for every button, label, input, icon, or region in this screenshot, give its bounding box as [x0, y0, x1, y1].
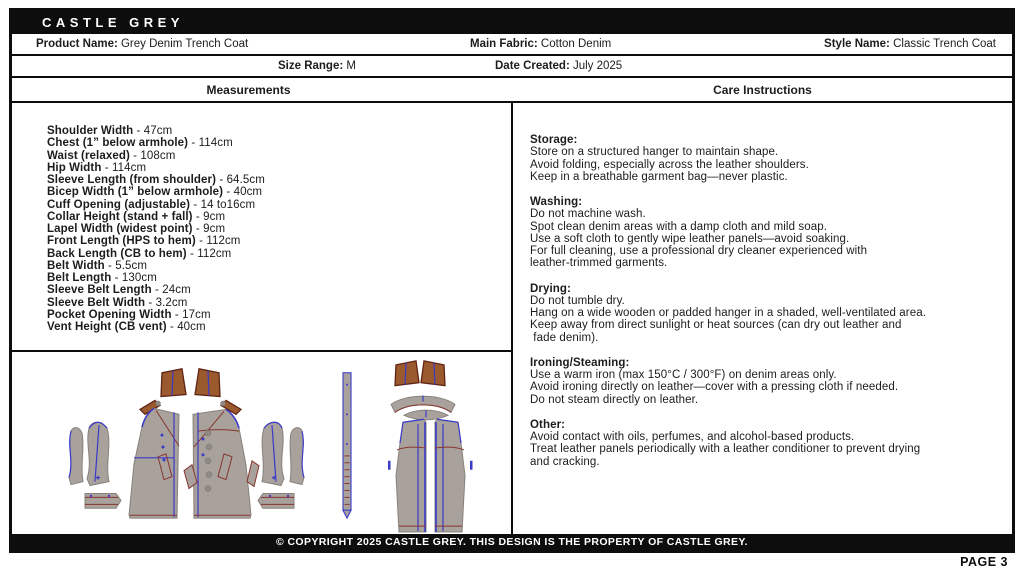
measurement-label: Belt Width — [47, 259, 105, 272]
measurement-value: - 40cm — [223, 186, 263, 199]
field-value: July 2025 — [569, 60, 623, 72]
info-row-secondary — [12, 56, 1012, 78]
spec-sheet — [9, 8, 1015, 553]
care-instructions-heading: Care Instructions — [713, 82, 812, 97]
shoulder-yoke-left — [161, 369, 186, 397]
measurement-item — [47, 199, 511, 211]
front-panel-right — [193, 409, 251, 518]
field-label: Style Name: — [824, 38, 890, 50]
product-name-field — [36, 38, 248, 50]
copyright-footer — [12, 534, 1012, 550]
title-bar — [12, 11, 1012, 34]
info-row-primary — [12, 34, 1012, 56]
care-heading: Ironing/Steaming: — [530, 356, 630, 369]
measurement-label: Bicep Width (1” below armhole) — [47, 186, 224, 199]
measurement-item — [47, 272, 511, 284]
measurement-item — [47, 186, 511, 198]
field-label: Main Fabric: — [470, 38, 538, 50]
copyright-text: © COPYRIGHT 2025 CASTLE GREY. THIS DESIGN IS THE PROPERTY OF CASTLE GREY. — [276, 536, 748, 548]
measurement-value: - 40cm — [166, 321, 206, 333]
field-value: Cotton Denim — [537, 38, 612, 50]
size-range-field — [278, 60, 356, 72]
care-line: Avoid folding, especially across the leather shoulders. — [530, 158, 809, 171]
measurement-label: Sleeve Belt Length — [47, 284, 152, 297]
measurement-value: - 9cm — [192, 223, 226, 235]
measurement-label: Lapel Width (widest point) — [47, 223, 193, 235]
care-line: Hang on a wide wooden or padded hanger in a shaded, well-ventilated area. — [530, 307, 927, 319]
measurement-label: Front Length (HPS to hem) — [47, 235, 196, 248]
main-fabric-field — [470, 38, 611, 50]
care-line: Use a warm iron (max 150°C / 300°F) on denim areas only. — [530, 369, 837, 381]
measurement-value: - 24cm — [151, 284, 191, 297]
measurement-label: Sleeve Length (from shoulder) — [47, 174, 217, 186]
measurement-label: Shoulder Width — [47, 125, 134, 137]
field-value: M — [343, 60, 356, 72]
care-line: Keep in a breathable garment bag—never plastic. — [530, 170, 788, 183]
measurement-item — [47, 260, 511, 272]
front-panel-left — [129, 408, 179, 518]
measurement-value: - 17cm — [171, 308, 211, 321]
measurement-value: - 64.5cm — [216, 174, 265, 186]
field-label: Size Range: — [278, 60, 344, 72]
measurement-item — [47, 248, 511, 260]
sleeve-pieces-right — [262, 422, 304, 485]
measurement-value: - 112cm — [186, 247, 232, 260]
care-instructions — [513, 103, 1012, 534]
back-panel-right — [435, 419, 465, 532]
measurement-item — [47, 150, 511, 162]
measurement-label: Collar Height (stand + fall) — [47, 210, 193, 223]
care-heading: Storage: — [530, 134, 578, 146]
care-line: Use a soft cloth to gently wipe leather panels—avoid soaking. — [530, 232, 850, 245]
care-line: Avoid ironing directly on leather—cover with a pressing cloth if needed. — [530, 381, 899, 394]
pattern-drawing — [12, 352, 511, 534]
care-section-other — [530, 419, 1002, 468]
care-line: Avoid contact with oils, perfumes, and alcohol-based products. — [530, 431, 855, 443]
measurement-item — [47, 125, 511, 137]
measurement-item — [47, 174, 511, 186]
measurement-value: - 47cm — [133, 125, 173, 137]
measurement-label: Hip Width — [47, 161, 102, 174]
measurement-label: Vent Height (CB vent) — [47, 321, 167, 333]
care-line: and cracking. — [530, 455, 600, 468]
field-value: Grey Denim Trench Coat — [117, 38, 249, 50]
cuff-belt-left — [85, 493, 121, 508]
measurement-item — [47, 162, 511, 174]
field-value: Classic Trench Coat — [889, 38, 996, 50]
care-line: Store on a structured hanger to maintain shape. — [530, 146, 779, 159]
back-panel-left — [396, 419, 426, 532]
care-line: Do not steam directly on leather. — [530, 393, 699, 406]
care-heading: Washing: — [530, 196, 583, 208]
measurement-value: - 3.2cm — [145, 296, 188, 309]
measurement-value: - 9cm — [192, 210, 226, 223]
care-heading: Drying: — [530, 282, 571, 295]
measurement-value: - 114cm — [101, 161, 147, 174]
measurement-item — [47, 284, 511, 296]
measurement-label: Back Length (CB to hem) — [47, 247, 187, 260]
cuff-belt-right — [258, 493, 294, 508]
collar-stand — [404, 410, 448, 420]
measurement-label: Sleeve Belt Width — [47, 296, 146, 309]
care-line: Do not machine wash. — [530, 208, 646, 221]
field-label: Product Name: — [36, 38, 118, 50]
measurement-item — [47, 297, 511, 309]
sleeve-pieces-left — [69, 422, 109, 485]
care-section-ironing — [530, 357, 1002, 406]
care-section-drying — [530, 283, 1002, 344]
care-line: Keep away from direct sunlight or heat sources (can dry out leather and — [530, 319, 902, 332]
measurement-value: - 5.5cm — [104, 259, 148, 272]
collar-top-left — [395, 361, 419, 386]
waist-belt — [343, 373, 351, 518]
care-line: Treat leather panels periodically with a leather conditioner to prevent drying — [530, 443, 921, 456]
content-area — [12, 103, 1012, 534]
care-line: fade denim). — [530, 331, 599, 344]
collar-top-right — [421, 361, 445, 386]
page-number: PAGE 3 — [960, 555, 1008, 569]
measurement-label: Waist (relaxed) — [47, 149, 130, 162]
field-label: Date Created: — [495, 60, 570, 72]
care-line: For full cleaning, use a professional dry cleaner experienced with — [530, 245, 868, 257]
measurement-label: Belt Length — [47, 272, 112, 284]
measurement-label: Pocket Opening Width — [47, 308, 172, 321]
measurement-value: - 14 to16cm — [190, 198, 256, 211]
care-heading: Other: — [530, 418, 566, 431]
measurement-item — [47, 223, 511, 235]
measurement-item — [47, 321, 511, 333]
measurement-value: - 114cm — [188, 137, 233, 150]
measurements-column — [12, 103, 513, 534]
measurement-item — [47, 137, 511, 149]
brand-title: CASTLE GREY — [42, 15, 184, 30]
measurement-value: - 112cm — [195, 235, 241, 248]
technical-flat-drawing — [12, 350, 511, 534]
style-name-field — [824, 38, 996, 50]
measurement-item — [47, 211, 511, 223]
column-headings-row — [12, 78, 1012, 103]
shoulder-yoke-right — [195, 369, 220, 397]
care-line: Do not tumble dry. — [530, 294, 625, 307]
care-line: leather-trimmed garments. — [530, 257, 668, 270]
measurement-item — [47, 309, 511, 321]
measurement-value: - 130cm — [111, 272, 157, 284]
measurements-list — [12, 103, 511, 350]
care-section-washing — [530, 196, 1002, 270]
care-line: Spot clean denim areas with a damp cloth and mild soap. — [530, 220, 827, 233]
date-created-field — [495, 60, 622, 72]
care-section-storage — [530, 134, 1002, 183]
measurement-item — [47, 235, 511, 247]
measurement-label: Chest (1” below armhole) — [47, 137, 189, 150]
measurement-value: - 108cm — [129, 149, 176, 162]
measurement-label: Cuff Opening (adjustable) — [47, 198, 191, 211]
measurements-heading: Measurements — [206, 82, 291, 97]
